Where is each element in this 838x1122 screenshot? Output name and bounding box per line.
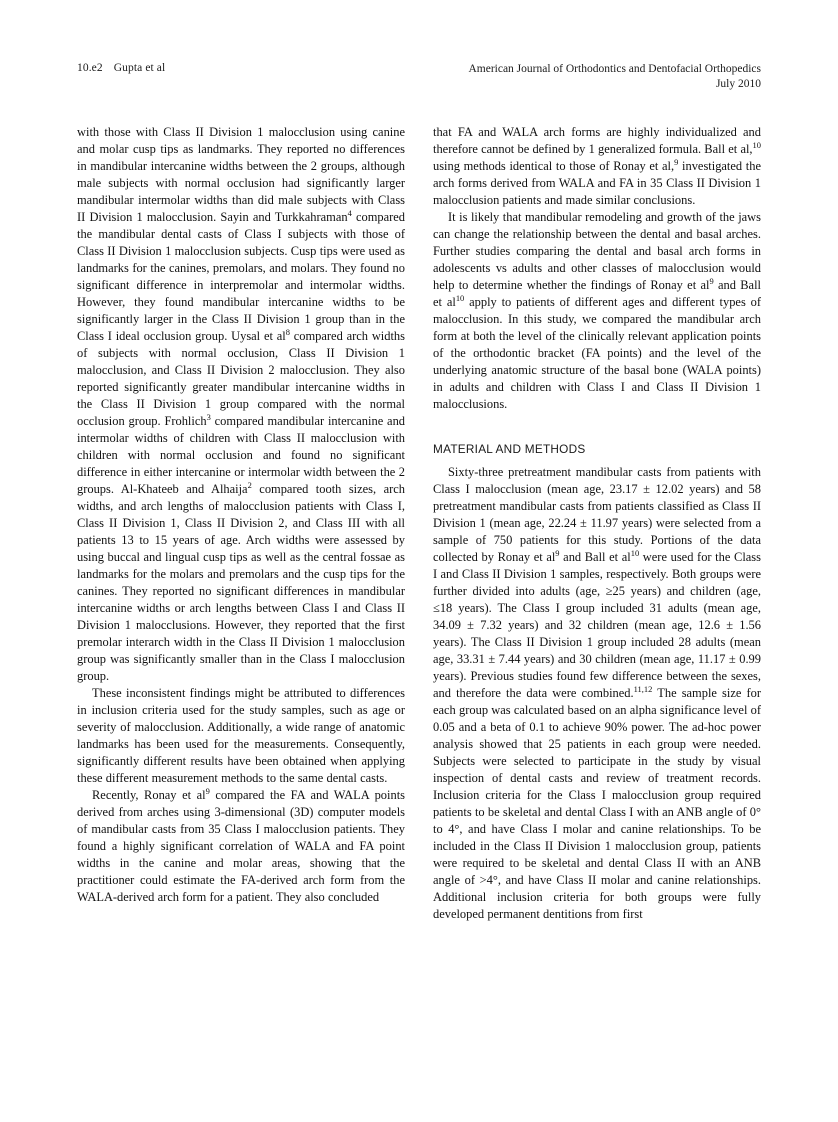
running-head (77, 62, 761, 102)
page-folio: 10.e2 (77, 62, 103, 74)
journal-title: American Journal of Orthodontics and Dentofacial Orthopedics (468, 63, 761, 75)
reference-marker: 10 (455, 292, 465, 303)
section-heading-material-and-methods: MATERIAL AND METHODS (433, 442, 586, 456)
para-inconsistent-findings: These inconsistent findings might be attributed to differences in inclusion criteria used for the study samples, such as age or severity of malocclusion. Additionally, a wide range of anatomic landmarks has been used for the measurements. Consequently, significantly different results have been obtained when applying these different measurement methods to the same dental casts. (77, 686, 405, 785)
para-continued-2: that FA and WALA arch forms are highly individualized and therefore cannot be defined by 1 generalized formula. Ball et al,$^{10}$ using methods identical to those of Ronay et al,$^9$ investigated the arch forms derived from WALA and FA in 35 Class II Division 1 malocclusion patients and made similar conclusions. (433, 125, 761, 207)
right-column-paragraph-list-top (433, 124, 761, 413)
column-left (77, 124, 405, 906)
para-mandibular-remodeling: It is likely that mandibular remodeling and growth of the jaws can change the relationship between the dental and basal arches. Further studies comparing the dental and basal arch forms in adolescents vs adults and other classes of malocclusion would help to determine whether the findings of Ronay et $al^9$ and Ball et $al^{10}$ apply to patients of different ages and different types of malocclusion. In this study, we compared the mandibular arch form at both the level of the clinically relevant application points of the orthodontic bracket (FA points) and the level of the underlying anatomic structure of the basal bone (WALA points) in adults and children with Class I and Class II Division 1 malocclusions. (433, 210, 761, 411)
reference-marker: 9 (205, 785, 210, 796)
reference-marker: 9 (674, 156, 679, 167)
reference-marker: 4 (347, 207, 352, 218)
left-column-paragraph-list (77, 124, 405, 906)
reference-marker: 8 (285, 326, 290, 337)
running-head-authors: Gupta et al (113, 62, 166, 74)
column-right (433, 124, 761, 923)
section-spacer-above (433, 413, 761, 441)
para-sixty-three: Sixty-three pretreatment mandibular casts from patients with Class I malocclusion (mean age, 23.17 ± 12.02 years) and 58 pretreatment mandibular casts from patients classified as Class II Division 1 (mean age, 22.24 ± 11.97 years) were selected from a sample of 750 patients for this study. Portions of the data collected by Ronay et $al^9$ and Ball et $al^{10}$ were used for the Class I and Class II Division 1 samples, respectively. Both groups were further divided into adults (age, ≥25 years) and children (age, ≤18 years). The Class I group included 31 adults (mean age, 34.09 ± 7.32 years) and 32 children (mean age, 12.6 ± 1.56 years). The Class II Division 1 group included 28 adults (mean age, 33.31 ± 7.44 years) and 30 children (mean age, 11.17 ± 0.99 years). Previous studies found few difference between the sexes, and therefore the data were combined.$^{11,12}$ The sample size for each group was calculated based on an alpha significance level of 0.05 and a beta of 0.1 to achieve 90% power. The ad-hoc power analysis showed that 25 patients in each group were needed. Subjects were selected to participate in the study by visual inspection of dental casts and review of treatment records. Inclusion criteria for the Class I malocclusion group required patients to be skeletal and dental Class I with an ANB angle of 0° to 4°, and have Class I molar and canine relationships. To be included in the Class II Division 1 malocclusion group, patients were required to be skeletal and dental Class II with an ANB angle of >4°, and have Class II molar and canine relationships. Additional inclusion criteria for both groups were fully developed permanent dentitions from first (433, 465, 761, 921)
issue-date: July 2010 (715, 78, 761, 90)
right-column-paragraph-list-bottom (433, 464, 761, 923)
reference-marker: 9 (555, 547, 560, 558)
reference-marker: 2 (247, 479, 252, 490)
reference-marker: 10 (630, 547, 640, 558)
para-ronay-recently: Recently, Ronay et $al^9$ compared the FA and WALA points derived from arches using 3-dimensional (3D) computer models of mandibular casts from 35 Class I malocclusion patients. They found a highly significant correlation of WALA and FA point widths in the canine and molar areas, showing that the practitioner could estimate the FA-derived arch form from the WALA-derived arch form for a patient. They also concluded (77, 785, 405, 904)
para-continued-1: with those with Class II Division 1 malocclusion using canine and molar cusp tips as landmarks. They reported no differences in mandibular intercanine widths between the 2 groups, although male subjects with normal occlusion had significantly larger mandibular intermolar widths than did male subjects with Class II Division 1 malocclusion. Sayin and Turkkahraman$^4$ compared the mandibular dental casts of Class I subjects with those of Class II Division 1 malocclusion subjects. Cusp tips were used as landmarks for the canines, premolars, and molars. They found no significant difference in interpremolar and intermolar widths. However, they found mandibular intercanine widths to be significantly larger in the Class II Division 1 group than in the Class I ideal occlusion group. Uysal et $al^8$ compared arch widths of subjects with normal occlusion, Class II Division 1 malocclusion, and Class II Division 2 malocclusion. They also reported significantly greater mandibular intercanine widths in the Class II Division 1 group compared with the normal occlusion group. Frohlich$^3$ compared mandibular intercanine and intermolar widths of children with Class II malocclusion with children with normal occlusion and found no significant difference in either intercanine or intermolar width between the 2 groups. Al-Khateeb and Alhaija$^2$ compared tooth sizes, arch widths, and arch lengths of malocclusion patients with Class I, Class II Division 1, Class II Division 2, and Class III with all patients 13 to 15 years of age. Arch widths were assessed by using buccal and lingual cusp tips as well as the central fossae as landmarks for the molars and premolars and the cusp tips for the canines. They reported no significant differences in mandibular intercanine widths or arch lengths between Class I and Class II Division 1 malocclusions. However, they reported that the first premolar interarch width in the Class II Division 1 malocclusion group was significantly smaller than in the Class I malocclusion group. (77, 125, 406, 683)
running-head-right (468, 62, 761, 92)
reference-marker: 3 (206, 411, 211, 422)
reference-marker: 11,12 (633, 683, 653, 694)
reference-marker: 9 (709, 275, 714, 286)
running-head-left (77, 62, 165, 74)
reference-marker: 10 (752, 139, 761, 150)
